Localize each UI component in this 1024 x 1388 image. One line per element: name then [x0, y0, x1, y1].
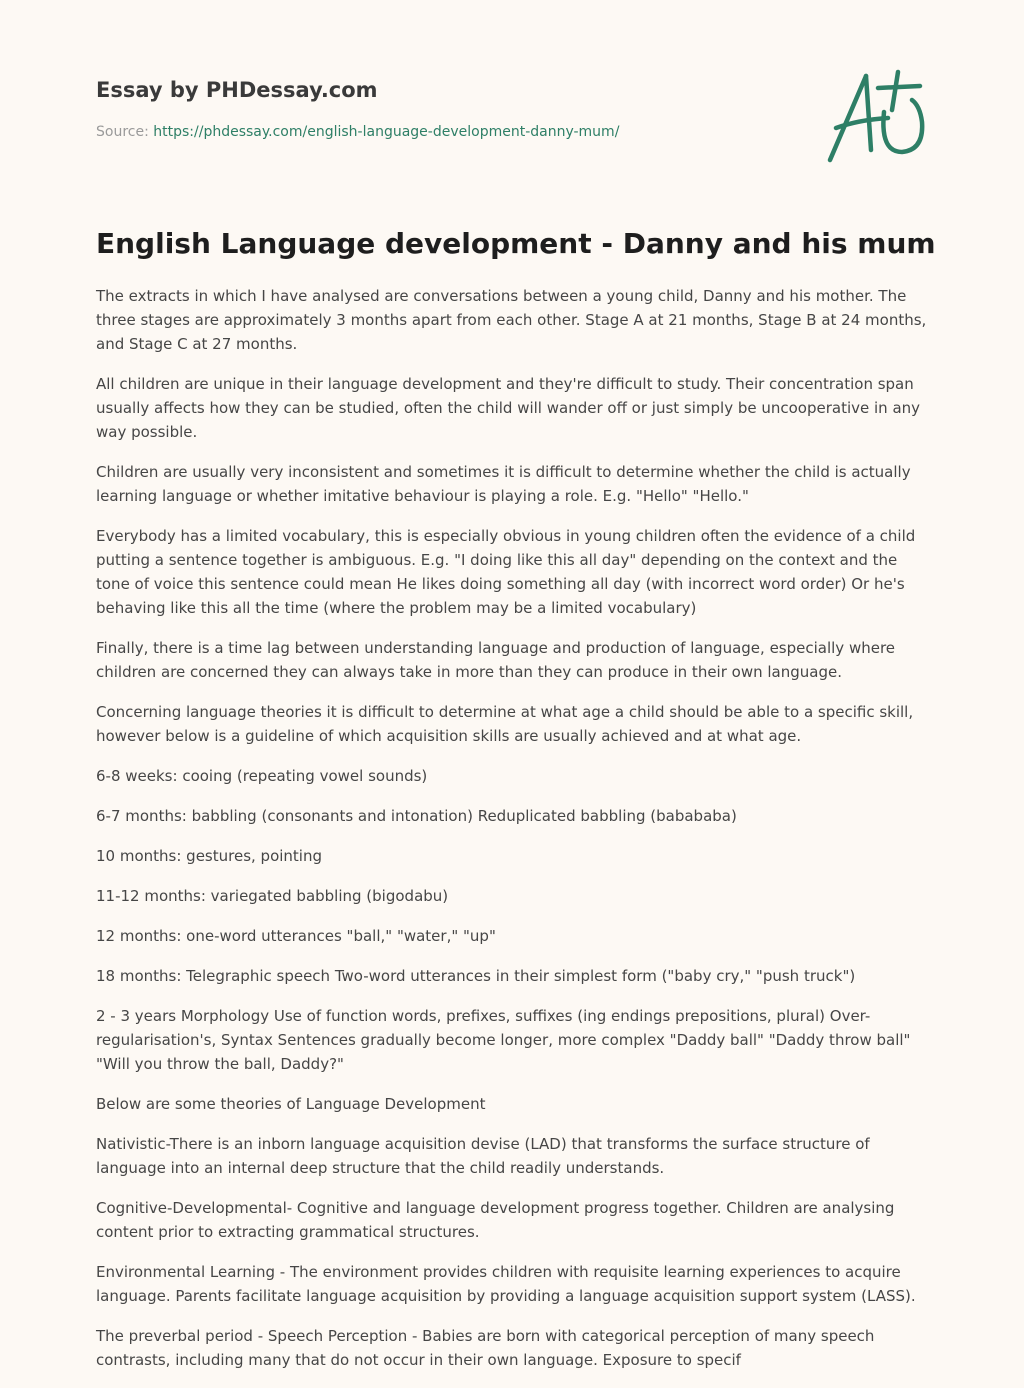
- a-plus-logo-icon: [822, 66, 928, 166]
- paragraph: Cognitive-Developmental- Cognitive and language development progress together. Children are analysing content prior to extracting grammatical structures.: [96, 1199, 895, 1241]
- paragraph: 18 months: Telegraphic speech Two-word utterances in their simplest form ("baby cry," "push truck"): [96, 967, 856, 985]
- site-brand: Essay by PHDessay.com: [96, 78, 378, 102]
- paragraph: Environmental Learning - The environment provides children with requisite learning experiences to acquire language. Parents facilitate language acquisition by providing a language acquisition support system (LASS).: [96, 1263, 916, 1305]
- page-header: [96, 76, 796, 141]
- paragraph: All children are unique in their language development and they're difficult to study. Their concentration span usually affects how they can be studied, often the child will wander off or just simply be uncooperative in any way possible.: [96, 375, 921, 441]
- paragraph: Nativistic-There is an inborn language acquisition devise (LAD) that transforms the surface structure of language into an internal deep structure that the child readily understands.: [96, 1135, 870, 1177]
- paragraph: Below are some theories of Language Development: [96, 1095, 486, 1113]
- paragraph: 2 - 3 years Morphology Use of function words, prefixes, suffixes (ing endings prepositions, plural) Over-regularisation's, Syntax Sentences gradually become longer, more complex "Daddy ball" "Daddy throw ball" "Will you throw the ball, Daddy?": [96, 1007, 911, 1073]
- paragraph: 6-8 weeks: cooing (repeating vowel sounds): [96, 767, 428, 785]
- paragraph: Finally, there is a time lag between understanding language and production of language, especially where children are concerned they can always take in more than they can produce in their own language.: [96, 639, 896, 681]
- paragraph: The preverbal period - Speech Perception - Babies are born with categorical perception of many speech contrasts, including many that do not occur in their own language. Exposure to specif: [96, 1327, 875, 1369]
- paragraph: 10 months: gestures, pointing: [96, 847, 322, 865]
- paragraph: Concerning language theories it is difficult to determine at what age a child should be able to a specific skill, however below is a guideline of which acquisition skills are usually achieved and at what age.: [96, 703, 914, 745]
- paragraph: 6-7 months: babbling (consonants and intonation) Reduplicated babbling (babababa): [96, 807, 737, 825]
- source-label: Source:: [96, 124, 154, 140]
- essay-body: [96, 284, 932, 1388]
- essay-title: English Language development - Danny and his mum: [96, 227, 936, 260]
- source-line: [96, 123, 796, 141]
- paragraph: Children are usually very inconsistent and sometimes it is difficult to determine whether the child is actually learning language or whether imitative behaviour is playing a role. E.g. "Hello" "Hello.": [96, 463, 911, 505]
- paragraph: Everybody has a limited vocabulary, this is especially obvious in young children often the evidence of a child putting a sentence together is ambiguous. E.g. "I doing like this all day" depending on the context and the tone of voice this sentence could mean He likes doing something all day (with incorrect word order) Or he's behaving like this all the time (where the problem may be a limited vocabulary): [96, 527, 916, 617]
- paragraph: 12 months: one-word utterances "ball," "water," "up": [96, 927, 496, 945]
- source-link[interactable]: https://phdessay.com/english-language-development-danny-mum/: [153, 124, 620, 140]
- paragraph: 11-12 months: variegated babbling (bigodabu): [96, 887, 449, 905]
- paragraph: The extracts in which I have analysed are conversations between a young child, Danny and his mother. The three stages are approximately 3 months apart from each other. Stage A at 21 months, Stage B at 24 months, and Stage C at 27 months.: [96, 287, 927, 353]
